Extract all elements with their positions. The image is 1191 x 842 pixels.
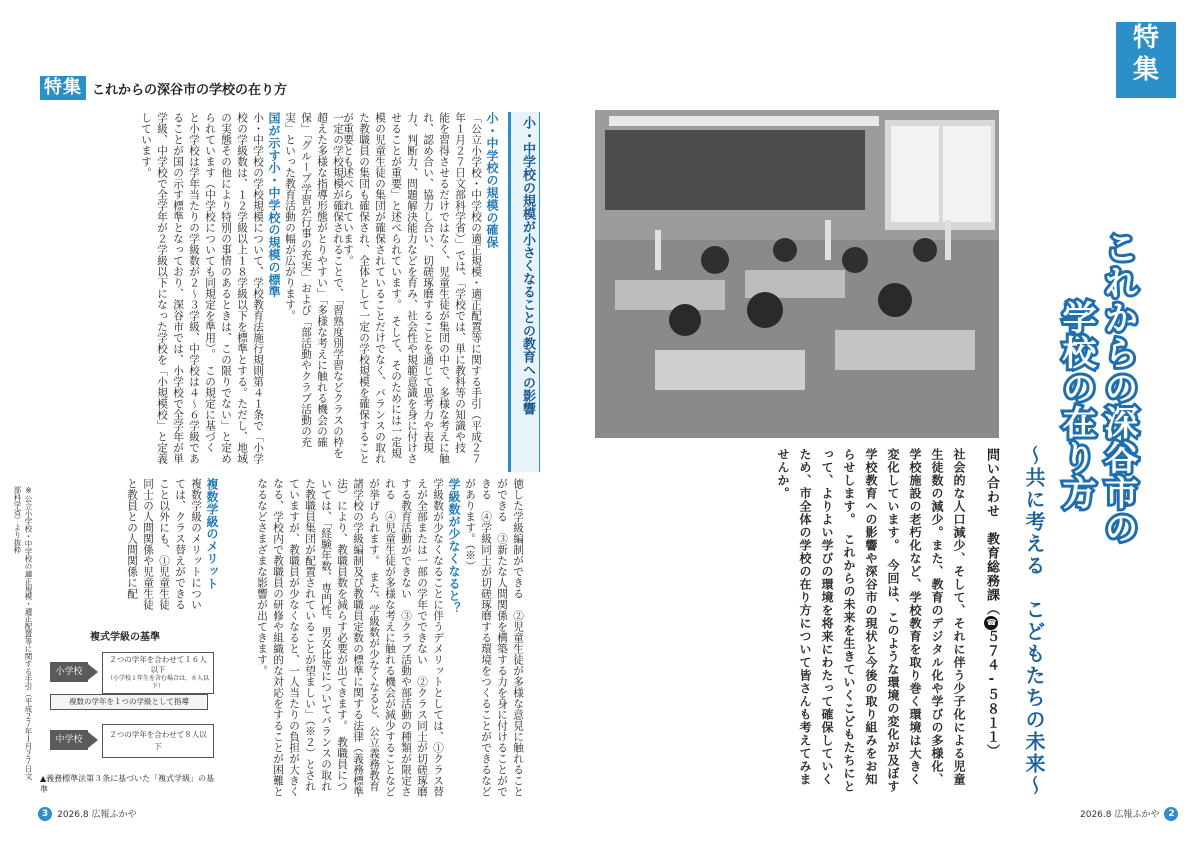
right-page-footer: [1080, 803, 1178, 822]
elementary-criteria-text: ２つの学年を合わせて１６人以下: [109, 655, 207, 674]
column-3-top: 徳した学級編制ができる ②児童生徒が多様な意見に触れることができる ③新たな人間関係を構築する力を身に付けることができる ④学級同士が切磋琢磨する環境をつくることができるなどがあります。（※）: [464, 478, 524, 797]
section-heading-bar: [508, 112, 540, 472]
page-number: 3: [38, 807, 52, 821]
heading-fewer-classes: 学級数が少なくなると？: [447, 478, 461, 615]
heading-school-size: 小・中学校の規模の確保: [485, 112, 499, 249]
contact-phone: ５７４-５８１１: [984, 630, 999, 744]
feature-badge: 特集: [40, 76, 86, 100]
article-column-2: [46, 112, 346, 464]
subtitle: 〜共に考える こどもたちの未来〜: [1022, 445, 1046, 797]
left-page-footer: [38, 803, 136, 822]
left-page-title: これからの深谷市の学校の在り方: [92, 82, 288, 98]
classroom-photo-image: [595, 110, 999, 438]
junior-criteria-box: [102, 724, 214, 758]
heading-multi-class-merit: 複数学級のメリット: [205, 478, 219, 590]
heading-national-standard: 国が示す小・中学校の規模の標準: [267, 112, 281, 298]
diagram-caption: ▲義務標準法第３条に基づいた「複式学級」の基準: [40, 774, 215, 794]
junior-label: 中学校: [50, 730, 88, 750]
column-2-body: 小・中学校の学校規模について、学校教育法施行規則第４１条で「小学校の学級数は、１２学級以上１８学級以下を標準とする。ただし、地域の実態その他により特別の事情のあるときは、この限りでない」と定められています（中学校についても同規定を準用）。 この規定に基づくと小学校は学年当たりの学級数が２〜３学級、中学校は４〜６学級であることが国の示す標準となっており、深谷市では、小学校で全学年が単学級、中学校で全学年が２学級以下になった学校を「小規模校」と定義しています。: [140, 112, 264, 464]
elementary-criteria-sub: （小学校１年生を含む場合は、８人以下）: [106, 675, 209, 690]
column-2-top: 一定の学校規模が確保されることで、「習熟度別学習などクラスの枠を超えた多様な指導形態がとりやすい」「多様な考えに触れる機会の確保」「グループ学習が行事の充実」および「部活動やクラブ活動の充実」といった教育活動の幅が広がります。: [284, 112, 344, 459]
article-column-1: [342, 112, 500, 464]
left-page-header: [40, 76, 287, 100]
section-heading-text: 小・中学校の規模が小さくなることの教育への影響: [520, 116, 535, 415]
junior-criteria-text: ２つの学年を合わせて８人以下: [109, 730, 207, 751]
column-3-body: 学級数が少なくなることに伴うデメリットとしては、①クラス替えが全部または一部の学年でできない ②クラス同士が切磋琢磨する教育活動ができない ③クラブ活動や部活動の種類が限定される ④児童生徒が多様な考えに触れる機会が減少することなどが挙げられます。 また、学級数が少なくなると、公立義務教育諸学校の学級編制及び教職員定数の標準に関する法律（義務標準法）により、教職員数を減らす必要が出てきます。 教職員については、「経験年数、専門性、男女比等についてバランスの取れた教職員集団が配置されていることが望ましい」（※２）とされていますが、教職員が少なくなると、一人当たりの負担が大きくなる、学校内で教職員の研修や組織的な対応をすることが困難となるなどさまざまな影響が出てきます。: [256, 478, 444, 797]
diagram-note: 複数の学年を１つの学級として指導: [50, 694, 208, 710]
contact-label: 問い合わせ: [984, 448, 999, 518]
footnote: ※公立小学校・中学校の適正規模・適正配置等に関する手引（平成２７年１月２７日文部科学省）より抜粋: [13, 486, 33, 780]
column-5-body: 複数学級のメリットについては、クラス替えができること以外にも、①児童生徒同士の人間関係や児童生徒と教員との人間関係に配: [126, 478, 202, 610]
article-column-3: [226, 478, 526, 798]
main-title-line-1: これからの深谷市の: [1098, 230, 1138, 545]
tab-char-2: 集: [1132, 55, 1159, 85]
arrow-icon: [88, 732, 98, 748]
footer-text: 2026.8 広報ふかや: [57, 810, 137, 820]
combined-class-diagram: [44, 622, 214, 770]
elementary-criteria-box: [102, 652, 214, 694]
contact-info: 問い合わせ 教育総務課（☎５７４-５８１１）: [984, 448, 999, 758]
article-column-5: [44, 478, 220, 614]
phone-icon: ☎: [984, 616, 998, 630]
elementary-label: 小学校: [50, 662, 88, 682]
contact-dept: 教育総務課: [984, 532, 999, 602]
intro-text: 社会的な人口減少、そして、それに伴う少子化による児童生徒数の減少。また、教育のデジタル化や学びの多様化、学校施設の老朽化など、学校教育を取り巻く環境は大きく変化しています。 今回は、このような環境の変化が及ぼす学校教育への影響や深谷市の現状と今後の取り組みをお知らせします。 これからの未来を生きていくこどもたちにとって、よりよい学びの環境を将来にわたって確保していくため、市全体の学校の在り方について皆さんも考えてみませんか。: [776, 448, 966, 793]
feature-tab: [1116, 22, 1176, 98]
diagram-title: 複式学級の基準: [90, 632, 160, 643]
column-1-body: 「公立小学校・中学校の適正規模・適正配置等に関する手引（平成２７年１月２７日文部科学省）」では、「学校では、単に教科等の知識や技能を習得させるだけではなく、児童生徒が集団の中で、多様な考えに触れ、認め合い、協力し合い、切磋琢磨することを通じて思考力や表現力、判断力、問題解決能力などを育み、社会性や規範意識を身に付けさせることが重要」と述べられています。 そして、そのためには一定規模の児童生徒の集団が確保されていることだけでなく、バランスの取れた教職員の集団も確保され、全体として一定の学校規模を確保することが重要とも述べられています。: [342, 112, 482, 464]
tab-char-1: 特: [1132, 23, 1159, 53]
classroom-photo: [595, 110, 999, 438]
arrow-icon: [88, 664, 98, 680]
page-number: 2: [1164, 807, 1178, 821]
footer-text: 2026.8 広報ふかや: [1080, 810, 1160, 820]
main-title-line-2: 学校の在り方: [1056, 300, 1096, 510]
